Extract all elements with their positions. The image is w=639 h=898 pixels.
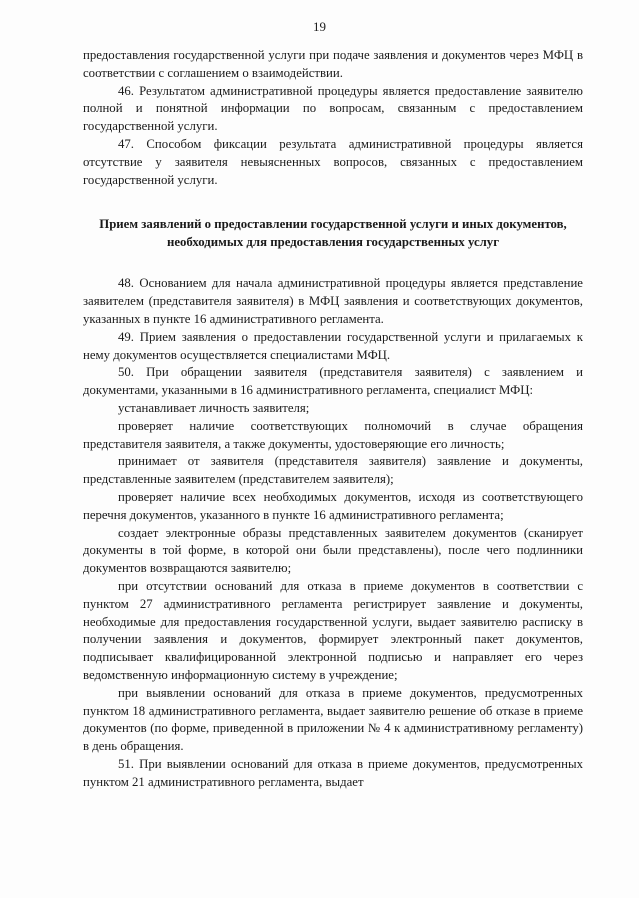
paragraph-47: 47. Способом фиксации результата административной процедуры является отсутствие у заявителя невыясненных вопросов, связанных с предоставлением государственной услуги. <box>83 136 583 187</box>
list-item-scan: создает электронные образы представленных заявителем документов (сканирует документы в той форме, в которой они были представлены), после чего подлинники документов возвращаются заявителю; <box>83 525 583 576</box>
list-item-register: при отсутствии оснований для отказа в приеме документов в соответствии с пунктом 27 административного регламента регистрирует заявление и документы, необходимые для предоставления государственной услуги, выдает заявителю расписку в получении заявления и документов, формирует электронный пакет документов, подписывает квалифицированной электронной подписью и направляет его через ведомственную информационную систему в учреждение; <box>83 578 583 682</box>
paragraph-48: 48. Основанием для начала административной процедуры является представление заявителем (представителя заявителя) в МФЦ заявления и соответствующих документов, указанных в пункте 16 административного регламента. <box>83 276 583 326</box>
document-body <box>83 47 583 791</box>
paragraph-continuation: предоставления государственной услуги при подаче заявления и документов через МФЦ в соответствии с соглашением о взаимодействии. <box>83 48 583 80</box>
list-item-check: проверяет наличие всех необходимых документов, исходя из соответствующего перечня документов, указанного в пункте 16 административного регламента; <box>83 489 583 522</box>
paragraph-49: 49. Прием заявления о предоставлении государственной услуги и прилагаемых к нему документов осуществляется специалистами МФЦ. <box>83 329 583 362</box>
list-item-refusal: при выявлении оснований для отказа в приеме документов, предусмотренных пунктом 18 административного регламента, выдает заявителю решение об отказе в приеме документов (по форме, приведенной в приложении № 4 к административному регламенту) в день обращения. <box>83 685 583 754</box>
list-item-authority: проверяет наличие соответствующих полномочий в случае обращения представителя заявителя, а также документы, удостоверяющие его личность; <box>83 418 583 451</box>
paragraph-51: 51. При выявлении оснований для отказа в приеме документов, предусмотренных пунктом 21 административного регламента, выдает <box>83 756 583 789</box>
paragraph-46: 46. Результатом административной процедуры является предоставление заявителю полной и понятной информации по вопросам, связанным с предоставлением государственной услуги. <box>83 83 583 134</box>
list-item-accept: принимает от заявителя (представителя заявителя) заявление и документы, представленные заявителем (представителем заявителя); <box>83 454 583 487</box>
page-number: 19 <box>313 19 326 34</box>
list-item-identity: устанавливает личность заявителя; <box>118 400 310 415</box>
section-heading: Прием заявлений о предоставлении государственной услуги и иных документов, необходимых для предоставления государственных услуг <box>99 217 567 250</box>
paragraph-50: 50. При обращении заявителя (представителя заявителя) с заявлением и документами, указанными в 16 административного регламента, специалист МФЦ: <box>83 365 583 398</box>
